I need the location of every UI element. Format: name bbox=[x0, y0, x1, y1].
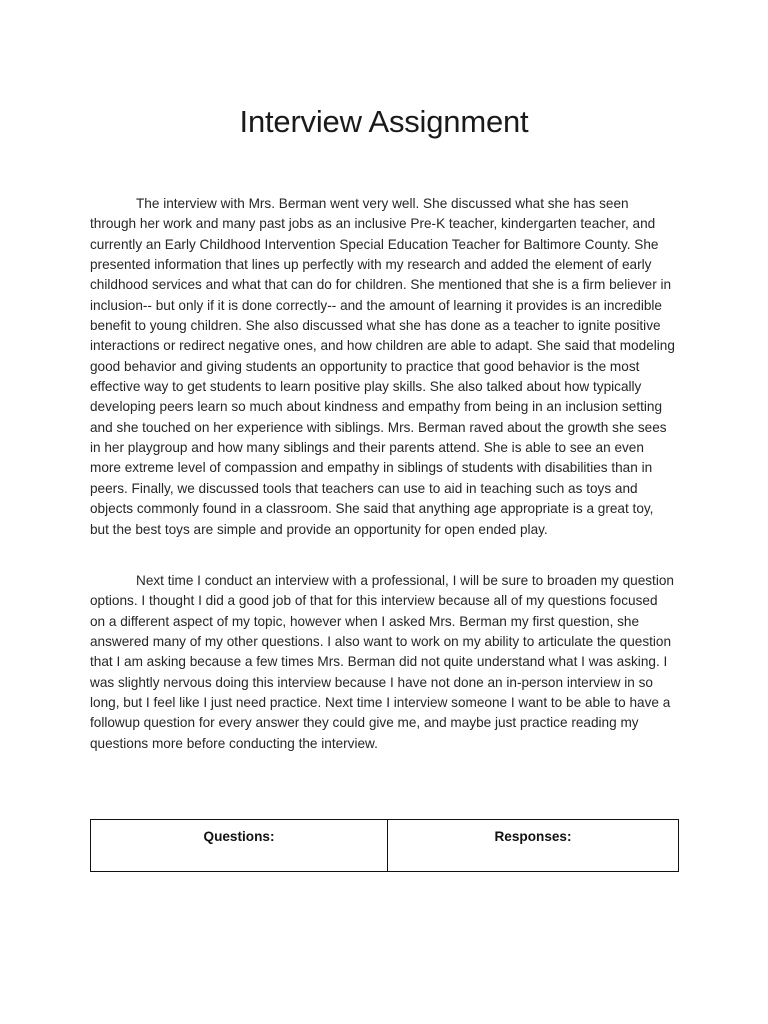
page-title: Interview Assignment bbox=[239, 104, 529, 139]
table-header-row bbox=[91, 820, 679, 872]
paragraph-interview-summary: The interview with Mrs. Berman went very well. She discussed what she has seen through her work and many past jobs as an inclusive Pre-K teacher, kindergarten teacher, and currently an Early Childhood Intervention Special Education Teacher for Baltimore County. She presented information that lines up perfectly with my research and added the element of early childhood services and what that can do for children. She mentioned that she is a firm believer in inclusion-- but only if it is done correctly-- and the amount of learning it provides is an incredible benefit to young children. She also discussed what she has done as a teacher to ignite positive interactions or redirect negative ones, and how children are able to adapt. She said that modeling good behavior and giving students an opportunity to practice that good behavior is the most effective way to get students to learn positive play skills. She also talked about how typically developing peers learn so much about kindness and empathy from being in an inclusion setting and she touched on her experience with siblings. Mrs. Berman raved about the growth she sees in her playgroup and how many siblings and their parents attend. She is able to see an even more extreme level of compassion and empathy in siblings of students with disabilities than in peers. Finally, we discussed tools that teachers can use to aid in teaching such as toys and objects commonly found in a classroom. She said that anything age appropriate is a great toy, but the best toys are simple and provide an opportunity for open ended play. bbox=[90, 196, 675, 537]
questions-responses-table bbox=[90, 819, 679, 872]
questions-column-header: Questions: bbox=[91, 820, 388, 872]
paragraph-reflection: Next time I conduct an interview with a professional, I will be sure to broaden my question options. I thought I did a good job of that for this interview because all of my questions focused on a different aspect of my topic, however when I asked Mrs. Berman my first question, she answered many of my other questions. I also want to work on my ability to articulate the question that I am asking because a few times Mrs. Berman did not quite understand what I was asking. I was slightly nervous doing this interview because I have not done an in-person interview in so long, but I feel like I just need practice. Next time I interview someone I want to be able to have a followup question for every answer they could give me, and maybe just practice reading my questions more before conducting the interview. bbox=[90, 573, 674, 751]
responses-column-header: Responses: bbox=[388, 820, 679, 872]
